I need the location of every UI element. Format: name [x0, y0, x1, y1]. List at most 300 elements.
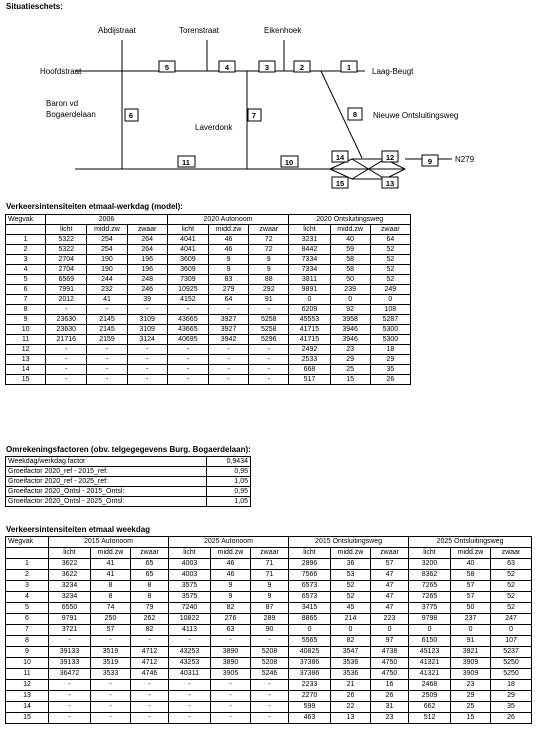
value-cell: 9891: [289, 285, 330, 295]
value-cell: 26: [370, 375, 410, 385]
value-cell: 599: [289, 702, 331, 713]
value-cell: -: [249, 375, 289, 385]
box-6: 6: [128, 111, 134, 120]
value-cell: 40311: [169, 669, 211, 680]
wegvak-cell: 4: [6, 592, 49, 603]
value-cell: 29: [451, 691, 491, 702]
table3-sub: midd.zw: [331, 548, 371, 559]
table-row: [6, 345, 411, 355]
value-cell: 5300: [370, 335, 410, 345]
value-cell: 52: [491, 603, 532, 614]
value-cell: 15: [451, 713, 491, 724]
wegvak-cell: 13: [6, 691, 49, 702]
value-cell: 21716: [46, 335, 87, 345]
value-cell: 3519: [91, 647, 131, 658]
factor-value: 0,9434: [207, 457, 251, 467]
value-cell: -: [46, 345, 87, 355]
table1-sub-empty: [6, 225, 46, 235]
value-cell: 88: [249, 275, 289, 285]
value-cell: -: [46, 305, 87, 315]
value-cell: 82: [211, 603, 251, 614]
table1-group-header: [6, 215, 411, 225]
value-cell: 0: [371, 625, 409, 636]
value-cell: 97: [371, 636, 409, 647]
value-cell: 4041: [167, 235, 208, 245]
value-cell: 250: [91, 614, 131, 625]
street-nieuwe-ontsluitingsweg: Nieuwe Ontsluitingsweg: [373, 111, 459, 120]
street-eikenhoek: Eikenhoek: [264, 26, 302, 35]
box-14: 14: [335, 153, 345, 162]
value-cell: -: [208, 305, 248, 315]
value-cell: 23630: [46, 325, 87, 335]
street-torenstraat: Torenstraat: [179, 26, 220, 35]
wegvak-cell: 1: [6, 559, 49, 570]
table-row: [6, 636, 532, 647]
value-cell: 52: [370, 265, 410, 275]
value-cell: 3946: [330, 335, 370, 345]
value-cell: 72: [249, 245, 289, 255]
table1-sub: licht: [289, 225, 330, 235]
value-cell: 57: [451, 592, 491, 603]
value-cell: 90: [251, 625, 289, 636]
value-cell: 190: [87, 265, 127, 275]
value-cell: 2896: [289, 559, 331, 570]
value-cell: 512: [409, 713, 451, 724]
value-cell: 3909: [451, 658, 491, 669]
table1-sub: zwaar: [249, 225, 289, 235]
wegvak-cell: 14: [6, 702, 49, 713]
value-cell: 5208: [251, 658, 289, 669]
value-cell: 52: [331, 592, 371, 603]
wegvak-cell: 2: [6, 245, 46, 255]
value-cell: 3946: [330, 325, 370, 335]
table3-sub: midd.zw: [91, 548, 131, 559]
value-cell: 9791: [49, 614, 91, 625]
value-cell: 517: [289, 375, 330, 385]
table-row: [6, 295, 411, 305]
value-cell: 249: [370, 285, 410, 295]
wegvak-cell: 2: [6, 570, 49, 581]
value-cell: 2233: [289, 680, 331, 691]
value-cell: 3921: [451, 647, 491, 658]
box-15: 15: [335, 179, 345, 188]
value-cell: 8865: [289, 614, 331, 625]
value-cell: 3109: [127, 325, 167, 335]
value-cell: 26: [491, 713, 532, 724]
factor-label: Groeifactor 2020_Ontsl - 2015_Ontsl:: [6, 487, 207, 497]
value-cell: 36: [331, 559, 371, 570]
value-cell: -: [49, 691, 91, 702]
value-cell: 52: [370, 255, 410, 265]
value-cell: 41: [91, 570, 131, 581]
value-cell: 59: [330, 245, 370, 255]
value-cell: 47: [371, 592, 409, 603]
value-cell: 0: [330, 295, 370, 305]
value-cell: 9798: [409, 614, 451, 625]
value-cell: -: [131, 636, 169, 647]
value-cell: 214: [331, 614, 371, 625]
value-cell: -: [46, 365, 87, 375]
table3-sub: licht: [169, 548, 211, 559]
value-cell: 0: [331, 625, 371, 636]
table3-sub-header: [6, 548, 532, 559]
table-row: [6, 315, 411, 325]
value-cell: 63: [491, 559, 532, 570]
value-cell: 3547: [331, 647, 371, 658]
value-cell: 108: [370, 305, 410, 315]
value-cell: 3622: [49, 570, 91, 581]
value-cell: 5322: [46, 245, 87, 255]
value-cell: 7566: [289, 570, 331, 581]
value-cell: 5250: [491, 669, 532, 680]
value-cell: 9: [208, 265, 248, 275]
value-cell: 7991: [46, 285, 87, 295]
street-abdijstraat: Abdijstraat: [98, 26, 136, 35]
value-cell: 276: [211, 614, 251, 625]
value-cell: -: [127, 355, 167, 365]
table1-sub: zwaar: [370, 225, 410, 235]
table-row: [6, 467, 251, 477]
table1-sub: midd.zw: [330, 225, 370, 235]
value-cell: 29: [330, 355, 370, 365]
value-cell: 9: [251, 581, 289, 592]
value-cell: 40695: [167, 335, 208, 345]
table3-group: 2015 Autonoom: [49, 537, 169, 548]
value-cell: 58: [330, 255, 370, 265]
value-cell: 65: [131, 570, 169, 581]
value-cell: 2145: [87, 315, 127, 325]
value-cell: 5258: [249, 325, 289, 335]
wegvak-cell: 5: [6, 603, 49, 614]
value-cell: 23: [451, 680, 491, 691]
table1-sub: midd.zw: [208, 225, 248, 235]
value-cell: 91: [249, 295, 289, 305]
value-cell: 3811: [289, 275, 330, 285]
value-cell: 5296: [249, 335, 289, 345]
situatie-title: Situatieschets:: [6, 2, 63, 11]
value-cell: 6573: [289, 592, 331, 603]
value-cell: 63: [211, 625, 251, 636]
value-cell: 41: [91, 559, 131, 570]
value-cell: 57: [451, 581, 491, 592]
value-cell: 64: [370, 235, 410, 245]
value-cell: 52: [491, 581, 532, 592]
value-cell: 3124: [127, 335, 167, 345]
box-1: 1: [346, 63, 352, 72]
value-cell: 41715: [289, 325, 330, 335]
table3-sub: licht: [289, 548, 331, 559]
value-cell: -: [167, 375, 208, 385]
value-cell: 52: [370, 245, 410, 255]
value-cell: 7240: [169, 603, 211, 614]
table-row: [6, 305, 411, 315]
value-cell: 43665: [167, 325, 208, 335]
value-cell: 3609: [167, 265, 208, 275]
table1-group: 2020 Autonoom: [167, 215, 289, 225]
value-cell: 22: [331, 702, 371, 713]
value-cell: 3536: [331, 669, 371, 680]
table-row: [6, 559, 532, 570]
value-cell: 3536: [331, 658, 371, 669]
value-cell: 45123: [409, 647, 451, 658]
value-cell: 3575: [169, 592, 211, 603]
value-cell: 2704: [46, 255, 87, 265]
value-cell: 2509: [409, 691, 451, 702]
value-cell: 7265: [409, 581, 451, 592]
street-baron-line2: Bogaerdelaan: [46, 110, 96, 119]
value-cell: -: [46, 375, 87, 385]
street-hoofdstraat: Hoofdstraat: [40, 67, 82, 76]
value-cell: 35: [491, 702, 532, 713]
table1-sub: zwaar: [127, 225, 167, 235]
wegvak-cell: 7: [6, 625, 49, 636]
value-cell: 40825: [289, 647, 331, 658]
value-cell: 18: [491, 680, 532, 691]
value-cell: 35: [370, 365, 410, 375]
box-11: 11: [182, 158, 190, 167]
value-cell: 3721: [49, 625, 91, 636]
werkdag-table: [5, 214, 411, 385]
value-cell: 5322: [46, 235, 87, 245]
wegvak-cell: 3: [6, 255, 46, 265]
value-cell: 237: [451, 614, 491, 625]
value-cell: 29: [491, 691, 532, 702]
factor-label: Groeifactor 2020_ref - 2025_ref:: [6, 477, 207, 487]
value-cell: 5287: [370, 315, 410, 325]
value-cell: 4712: [131, 647, 169, 658]
value-cell: -: [87, 355, 127, 365]
table-row: [6, 614, 532, 625]
value-cell: 0: [491, 625, 532, 636]
value-cell: 2159: [87, 335, 127, 345]
value-cell: 74: [91, 603, 131, 614]
street-n279: N279: [455, 155, 475, 164]
value-cell: 3109: [127, 315, 167, 325]
table-row: [6, 457, 251, 467]
table-row: [6, 265, 411, 275]
value-cell: -: [49, 636, 91, 647]
box-3: 3: [264, 63, 270, 72]
table2-title: Omrekeningsfactoren (obv. telgegegevens Burg. Bogaerdelaan):: [6, 445, 251, 454]
value-cell: -: [127, 345, 167, 355]
table-row: [6, 285, 411, 295]
value-cell: 52: [491, 592, 532, 603]
box-8: 8: [352, 110, 358, 119]
table3-title: Verkeersintensiteiten etmaal weekdag: [6, 525, 151, 534]
box-10: 10: [284, 158, 294, 167]
situation-sketch: [0, 0, 541, 195]
table-row: [6, 658, 532, 669]
value-cell: -: [91, 636, 131, 647]
value-cell: 2704: [46, 265, 87, 275]
value-cell: 72: [249, 235, 289, 245]
value-cell: 5208: [251, 647, 289, 658]
value-cell: 26: [331, 691, 371, 702]
value-cell: 3415: [289, 603, 331, 614]
value-cell: 3234: [49, 592, 91, 603]
value-cell: 13: [331, 713, 371, 724]
street-laverdonk: Laverdonk: [195, 123, 233, 132]
value-cell: -: [169, 680, 211, 691]
value-cell: 6209: [289, 305, 330, 315]
wegvak-cell: 5: [6, 275, 46, 285]
table-row: [6, 713, 532, 724]
value-cell: 92: [330, 305, 370, 315]
value-cell: 3775: [409, 603, 451, 614]
value-cell: 45553: [289, 315, 330, 325]
value-cell: -: [251, 636, 289, 647]
value-cell: 8362: [409, 570, 451, 581]
value-cell: -: [211, 680, 251, 691]
value-cell: 239: [330, 285, 370, 295]
value-cell: 4738: [371, 647, 409, 658]
value-cell: 40: [451, 559, 491, 570]
value-cell: 15: [330, 375, 370, 385]
value-cell: -: [131, 691, 169, 702]
value-cell: 31: [371, 702, 409, 713]
factor-value: 0,95: [207, 467, 251, 477]
value-cell: 50: [330, 275, 370, 285]
factor-value: 1,05: [207, 477, 251, 487]
value-cell: -: [211, 636, 251, 647]
value-cell: 107: [491, 636, 532, 647]
value-cell: 0: [451, 625, 491, 636]
value-cell: 8: [91, 592, 131, 603]
value-cell: 4152: [167, 295, 208, 305]
wegvak-cell: 15: [6, 713, 49, 724]
box-7: 7: [251, 111, 257, 120]
value-cell: 3200: [409, 559, 451, 570]
table-row: [6, 275, 411, 285]
value-cell: 2468: [409, 680, 451, 691]
value-cell: 71: [251, 570, 289, 581]
value-cell: 3958: [330, 315, 370, 325]
value-cell: 246: [127, 285, 167, 295]
value-cell: 223: [371, 614, 409, 625]
value-cell: 21: [331, 680, 371, 691]
value-cell: 3942: [208, 335, 248, 345]
value-cell: 3927: [208, 315, 248, 325]
value-cell: 279: [208, 285, 248, 295]
value-cell: 3519: [91, 658, 131, 669]
table3-group: 2015 Ontsluitingsweg: [289, 537, 409, 548]
value-cell: -: [131, 713, 169, 724]
weekdag-table: [5, 536, 532, 724]
value-cell: 46: [211, 570, 251, 581]
value-cell: -: [169, 713, 211, 724]
value-cell: 2492: [289, 345, 330, 355]
value-cell: -: [49, 680, 91, 691]
value-cell: -: [87, 305, 127, 315]
wegvak-cell: 12: [6, 680, 49, 691]
table3-sub: midd.zw: [451, 548, 491, 559]
table-row: [6, 581, 532, 592]
wegvak-cell: 8: [6, 636, 49, 647]
value-cell: 5250: [491, 658, 532, 669]
value-cell: 4750: [371, 658, 409, 669]
table-row: [6, 592, 532, 603]
value-cell: 58: [330, 265, 370, 275]
table3-corner: Wegvak: [6, 537, 49, 548]
table-row: [6, 365, 411, 375]
value-cell: 3622: [49, 559, 91, 570]
value-cell: 196: [127, 265, 167, 275]
value-cell: -: [249, 305, 289, 315]
value-cell: -: [208, 355, 248, 365]
value-cell: 3609: [167, 255, 208, 265]
value-cell: 47: [371, 570, 409, 581]
value-cell: 289: [251, 614, 289, 625]
wegvak-cell: 7: [6, 295, 46, 305]
wegvak-cell: 12: [6, 345, 46, 355]
table3-sub-empty: [6, 548, 49, 559]
value-cell: 37386: [289, 658, 331, 669]
value-cell: 247: [491, 614, 532, 625]
wegvak-cell: 13: [6, 355, 46, 365]
value-cell: -: [211, 702, 251, 713]
wegvak-cell: 6: [6, 285, 46, 295]
value-cell: 232: [87, 285, 127, 295]
value-cell: -: [87, 345, 127, 355]
wegvak-cell: 11: [6, 669, 49, 680]
wegvak-cell: 8: [6, 305, 46, 315]
value-cell: 39: [127, 295, 167, 305]
table3-sub: zwaar: [371, 548, 409, 559]
value-cell: 5565: [289, 636, 331, 647]
value-cell: 16: [371, 680, 409, 691]
value-cell: 41: [87, 295, 127, 305]
table3-sub: zwaar: [251, 548, 289, 559]
value-cell: -: [208, 375, 248, 385]
value-cell: -: [91, 680, 131, 691]
value-cell: -: [249, 365, 289, 375]
value-cell: -: [169, 636, 211, 647]
value-cell: 43253: [169, 647, 211, 658]
value-cell: 6550: [49, 603, 91, 614]
value-cell: 292: [249, 285, 289, 295]
value-cell: 5258: [249, 315, 289, 325]
value-cell: 46: [208, 245, 248, 255]
value-cell: 82: [331, 636, 371, 647]
table1-sub: licht: [46, 225, 87, 235]
value-cell: 36472: [49, 669, 91, 680]
value-cell: 3909: [451, 669, 491, 680]
value-cell: 4746: [131, 669, 169, 680]
wegvak-cell: 1: [6, 235, 46, 245]
table-row: [6, 335, 411, 345]
value-cell: -: [131, 680, 169, 691]
table1-sub: licht: [167, 225, 208, 235]
value-cell: 9: [211, 592, 251, 603]
value-cell: 0: [370, 295, 410, 305]
value-cell: 7334: [289, 255, 330, 265]
table3-group-header: [6, 537, 532, 548]
factor-label: Weekdag/werkdag factor: [6, 457, 207, 467]
wegvak-cell: 9: [6, 315, 46, 325]
value-cell: -: [91, 713, 131, 724]
value-cell: 4003: [169, 559, 211, 570]
value-cell: 57: [371, 559, 409, 570]
table1-title: Verkeersintensiteiten etmaal-werkdag (model):: [6, 202, 183, 211]
value-cell: 53: [331, 570, 371, 581]
value-cell: 4750: [371, 669, 409, 680]
value-cell: 23630: [46, 315, 87, 325]
table1-group: 2020 Ontsluitingsweg: [289, 215, 411, 225]
table-row: [6, 625, 532, 636]
value-cell: 41321: [409, 658, 451, 669]
value-cell: -: [169, 702, 211, 713]
value-cell: 52: [491, 570, 532, 581]
